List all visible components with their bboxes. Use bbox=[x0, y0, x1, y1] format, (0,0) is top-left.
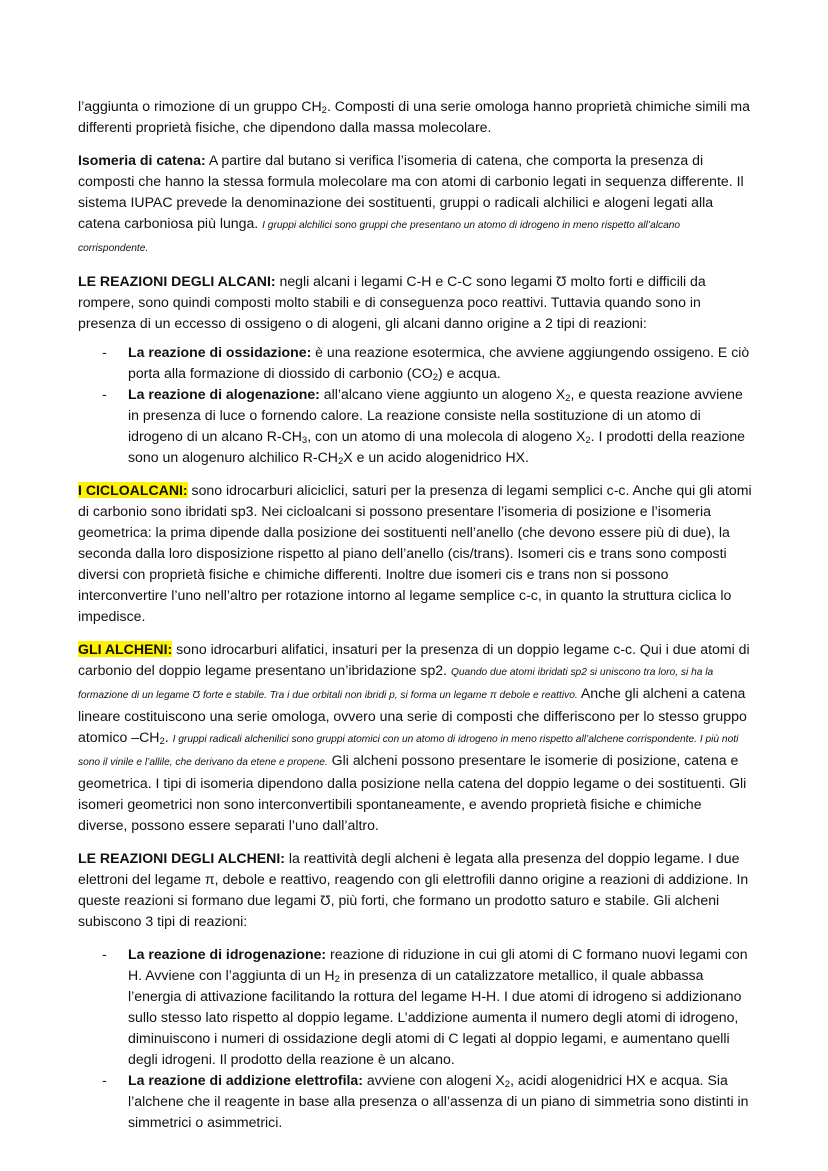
reazioni-alcheni-heading: LE REAZIONI DEGLI ALCHENI: bbox=[78, 850, 285, 866]
list-item-alogenazione bbox=[128, 384, 752, 468]
alogenazione-sub-3: 2 bbox=[585, 435, 591, 446]
isomeria-catena-heading: Isomeria di catena: bbox=[78, 152, 206, 168]
cicloalcani-paragraph bbox=[78, 480, 752, 627]
alogenazione-text-5: X e un acido alogenidrico HX. bbox=[343, 449, 529, 465]
idrogenazione-text-2: in presenza di un catalizzatore metallico, il quale abbassa l’energia di attivazione facilitando la rottura del legame H-H. I due atomi di idrogeno si addizionano sullo stesso lato rispetto al doppio legame. L’addizione aumenta il numero degli atomi di idrogeno, diminuiscono i numeri di ossidazione degli atomi di C legati al doppio legami, e aumentano quelli degli idrogeni. Il prodotto della reazione è un alcano. bbox=[128, 967, 742, 1067]
addizione-title: La reazione di addizione elettrofila: bbox=[128, 1072, 363, 1088]
alogenazione-text-3: , con un atomo di una molecola di alogeno X bbox=[307, 428, 586, 444]
isomeria-catena-text: A partire dal butano si verifica l’isomeria di catena, che comporta la presenza di composti che hanno la stessa formula molecolare ma con atomi di carbonio legati in sequenza differente. Il sistema IUPAC prevede la denominazione dei sostituenti, gruppi o radicali alchilici e alogeni legati alla catena carboniosa più lunga. bbox=[78, 152, 744, 231]
ossidazione-text-1: è una reazione esotermica, che avviene aggiungendo ossigeno. E ciò porta alla formazione di diossido di carbonio (CO bbox=[128, 344, 750, 381]
addizione-text-1: avviene con alogeni X bbox=[362, 1072, 505, 1088]
alogenazione-text-1: all’alcano viene aggiunto un alogeno X bbox=[319, 386, 566, 402]
intro-paragraph bbox=[78, 96, 752, 138]
alcheni-sub: 2 bbox=[159, 736, 165, 747]
list-item-idrogenazione bbox=[128, 944, 752, 1070]
ossidazione-text-2: ) e acqua. bbox=[438, 365, 501, 381]
addizione-sub: 2 bbox=[504, 1079, 511, 1090]
alcheni-text-2: Anche gli alcheni a catena lineare costituiscono una serie omologa, ovvero una serie di composti che differiscono per lo stesso gruppo atomico –CH bbox=[78, 685, 747, 745]
alcheni-paragraph bbox=[78, 639, 752, 836]
cicloalcani-text: sono idrocarburi aliciclici, saturi per la presenza di legami semplici c-c. Anche qui gli atomi di carbonio sono ibridati sp3. Nei cicloalcani si possono presentare l’isomeria di posizione e l’isomeria geometrica: la prima dipende dalla posizione dei sostituenti nell’anello (che devono essere più di due), la seconda dalla loro disposizione rispetto al piano dell’anello (cis/trans). Isomeri cis e trans sono composti diversi con proprietà fisiche e chimiche differenti. Inoltre due isomeri cis e trans non si possono interconvertire l’uno nell’altro per rotazione intorno al legame semplice c-c, in quanto la struttura ciclica lo impedisce. bbox=[78, 482, 752, 624]
intro-text-b: . Composti di una serie omologa hanno proprietà chimiche simili ma differenti proprietà fisiche, che dipendono dalla massa molecolare. bbox=[78, 98, 750, 135]
reazioni-alcheni-text: la reattività degli alcheni è legata alla presenza del doppio legame. I due elettroni del legame π, debole e reattivo, reagendo con gli elettrofili danno origine a reazioni di addizione. In queste reazioni si formano due legami Ʊ, più forti, che formano un prodotto saturo e stabile. Gli alcheni subiscono 3 tipi di reazioni: bbox=[78, 850, 749, 929]
alcheni-note-1: Quando due atomi ibridati sp2 si uniscono tra loro, si ha la formazione di un legame Ʊ forte e stabile. Tra i due orbitali non ibridi p, si forma un legame π debole e reattivo. bbox=[78, 667, 714, 701]
reazioni-alcheni-paragraph bbox=[78, 848, 752, 932]
reazioni-alcani-paragraph bbox=[78, 271, 752, 334]
idrogenazione-title: La reazione di idrogenazione: bbox=[128, 946, 327, 962]
idrogenazione-text-1: reazione di riduzione in cui gli atomi di C formano nuovi legami con H. Avviene con l’aggiunta di un H bbox=[128, 946, 748, 983]
intro-subscript: 2 bbox=[321, 105, 327, 116]
alogenazione-sub-4: 2 bbox=[337, 456, 344, 467]
addizione-text-2: , acidi alogenidrici HX e acqua. Sia l’alchene che il reagente in base alla presenza o all’assenza di un piano di simmetria sono distinti in simmetrici o asimmetrici. bbox=[128, 1072, 749, 1130]
reazioni-alcheni-list bbox=[78, 944, 752, 1133]
alogenazione-sub-1: 2 bbox=[565, 393, 571, 404]
reazioni-alcani-list bbox=[78, 342, 752, 468]
alogenazione-sub-2: 3 bbox=[301, 435, 308, 446]
reazioni-alcani-text: negli alcani i legami C-H e C-C sono legami Ʊ molto forti e difficili da rompere, sono quindi composti molto stabili e di conseguenza poco reattivi. Tuttavia quando sono in presenza di un eccesso di ossigeno o di alogeni, gli alcani danno origine a 2 tipi di reazioni: bbox=[78, 273, 706, 331]
ossidazione-sub-1: 2 bbox=[432, 372, 439, 383]
alogenazione-title: La reazione di alogenazione: bbox=[128, 386, 320, 402]
alcheni-text-3: . bbox=[164, 729, 173, 745]
idrogenazione-sub: 2 bbox=[334, 974, 340, 985]
alcheni-note-2: I gruppi radicali alchenilici sono gruppi atomici con un atomo di idrogeno in meno rispetto all’alchene corrispondente. I più noti sono il vinile e l’allile, che derivano da etene e propene. bbox=[78, 734, 739, 768]
alogenazione-text-2: , e questa reazione avviene in presenza di luce o fornendo calore. La reazione consiste nella sostituzione di un atomo di idrogeno di un alcano R-CH bbox=[128, 386, 743, 444]
isomeria-catena-note: I gruppi alchilici sono gruppi che presentano un atomo di idrogeno in meno rispetto all’alcano corrispondente. bbox=[78, 220, 681, 254]
isomeria-catena-paragraph bbox=[78, 150, 752, 259]
alcheni-text-4: Gli alcheni possono presentare le isomerie di posizione, catena e geometrica. I tipi di isomeria dipendono dalla posizione nella catena del doppio legame o dei sostituenti. Gli isomeri geometrici non sono interconvertibili spontaneamente, e avendo proprietà fisiche e chimiche diverse, possono essere separati l’uno dall’altro. bbox=[78, 752, 747, 833]
reazioni-alcani-heading: LE REAZIONI DEGLI ALCANI: bbox=[78, 273, 276, 289]
ossidazione-title: La reazione di ossidazione: bbox=[128, 344, 312, 360]
list-item-addizione-elettrofila bbox=[128, 1070, 752, 1133]
alcheni-heading: GLI ALCHENI: bbox=[78, 641, 173, 657]
cicloalcani-heading: I CICLOALCANI: bbox=[78, 482, 188, 498]
intro-text-a: l’aggiunta o rimozione di un gruppo CH bbox=[78, 98, 322, 114]
alcheni-text-1: sono idrocarburi alifatici, insaturi per la presenza di un doppio legame c-c. Qui i due atomi di carbonio del doppio legame presentano un’ibridazione sp2. bbox=[78, 641, 750, 678]
alogenazione-text-4: . I prodotti della reazione sono un alogenuro alchilico R-CH bbox=[128, 428, 746, 465]
list-item-ossidazione bbox=[128, 342, 752, 384]
